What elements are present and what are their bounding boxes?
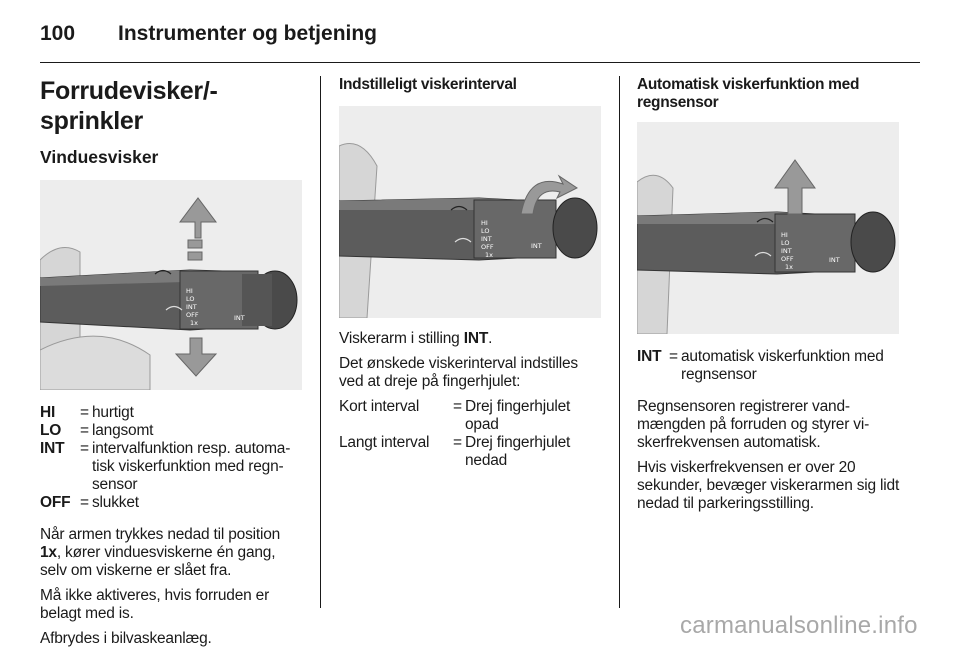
column-left <box>40 76 302 655</box>
definition-value: hurtigt <box>92 404 134 421</box>
paragraph: Hvis viskerfrekvensen er over 20 sekunder, bevæger viskerarmen sig lidt nedad til parkeringsstilling. <box>637 459 900 512</box>
rain-sensor-illustration <box>637 122 899 334</box>
definition-eq: = <box>80 494 89 511</box>
definition-key: INT <box>40 440 65 457</box>
stalk-label-int: INT <box>234 314 245 322</box>
interval-table <box>339 398 601 470</box>
table-row <box>40 404 302 422</box>
section-title: Forrudevisker/-sprinkler <box>40 77 218 135</box>
table-row <box>40 440 302 494</box>
column-right <box>637 76 907 520</box>
definition-value: langsomt <box>92 422 154 439</box>
stalk-label-hi: HI <box>781 231 788 239</box>
column-divider <box>320 76 321 608</box>
stalk-label-off: OFF <box>186 311 199 319</box>
definition-key: LO <box>40 422 62 439</box>
stalk-label-int: INT <box>531 242 542 250</box>
stalk-label-1x: 1x <box>190 319 198 327</box>
definition-key: OFF <box>40 494 71 511</box>
table-row <box>40 422 302 440</box>
stalk-label-lo: LO <box>481 227 490 235</box>
stalk-label-1x: 1x <box>485 251 493 259</box>
stalk-label-hi: HI <box>186 287 193 295</box>
paragraph: Regnsensoren registrerer vand-mængden på forruden og styrer vi-skerfrekvensen automatisk. <box>637 398 870 451</box>
definition-eq: = <box>453 398 462 415</box>
wiper-stalk-illustration <box>40 180 302 390</box>
definition-eq: = <box>80 422 89 439</box>
paragraph: Må ikke aktiveres, hvis forruden er belagt med is. <box>40 587 270 622</box>
definition-eq: = <box>80 440 89 457</box>
paragraph: Afbrydes i bilvaskeanlæg. <box>40 630 212 647</box>
definition-eq: = <box>453 434 462 451</box>
stalk-label-off: OFF <box>481 243 494 251</box>
definition-eq: = <box>80 404 89 421</box>
definition-eq: = <box>669 348 678 365</box>
table-row <box>40 494 302 512</box>
rain-sensor-table <box>637 348 907 384</box>
table-row <box>637 348 907 384</box>
stalk-label-int: INT <box>829 256 840 264</box>
table-row <box>339 434 601 470</box>
definition-value: Drej fingerhjulet opad <box>465 398 571 433</box>
paragraph: Når armen trykkes nedad til position 1x, kører vinduesviskerne én gang, selv om viskerne er slået fra. <box>40 526 281 579</box>
stalk-label-hi: HI <box>481 219 488 227</box>
page-header <box>40 18 920 63</box>
definition-key: HI <box>40 404 56 421</box>
definition-value: intervalfunktion resp. automa-tisk viskerfunktion med regn-sensor <box>92 440 291 493</box>
subsection-title: Indstilleligt viskerinterval <box>339 76 517 93</box>
stalk-label-int: INT <box>481 235 492 243</box>
stalk-label-1x: 1x <box>785 263 793 271</box>
stalk-label-off: OFF <box>781 255 794 263</box>
figure-caption: Viskerarm i stilling INT. <box>339 330 493 347</box>
column-divider <box>619 76 620 608</box>
finger-wheel-illustration <box>339 106 601 318</box>
paragraph: Det ønskede viskerinterval indstilles ved at dreje på fingerhjulet: <box>339 355 578 390</box>
page-number: 100 <box>40 22 76 45</box>
definition-value: automatisk viskerfunktion med regnsensor <box>681 348 884 383</box>
stalk-label-int: INT <box>186 303 197 311</box>
definition-value: Drej fingerhjulet nedad <box>465 434 571 469</box>
definition-key: Langt interval <box>339 434 430 451</box>
subsection-title: Vinduesvisker <box>40 147 159 167</box>
definition-key: Kort interval <box>339 398 420 415</box>
stalk-label-lo: LO <box>186 295 195 303</box>
wiper-positions-table <box>40 404 302 512</box>
definition-value: slukket <box>92 494 139 511</box>
stalk-label-int: INT <box>781 247 792 255</box>
table-row <box>339 398 601 434</box>
definition-key: INT <box>637 348 662 365</box>
chapter-title: Instrumenter og betjening <box>118 22 378 45</box>
stalk-label-lo: LO <box>781 239 790 247</box>
column-middle <box>339 76 601 470</box>
watermark: carmanualsonline.info <box>680 612 918 639</box>
subsection-title: Automatisk viskerfunktion med regnsensor <box>637 76 860 111</box>
